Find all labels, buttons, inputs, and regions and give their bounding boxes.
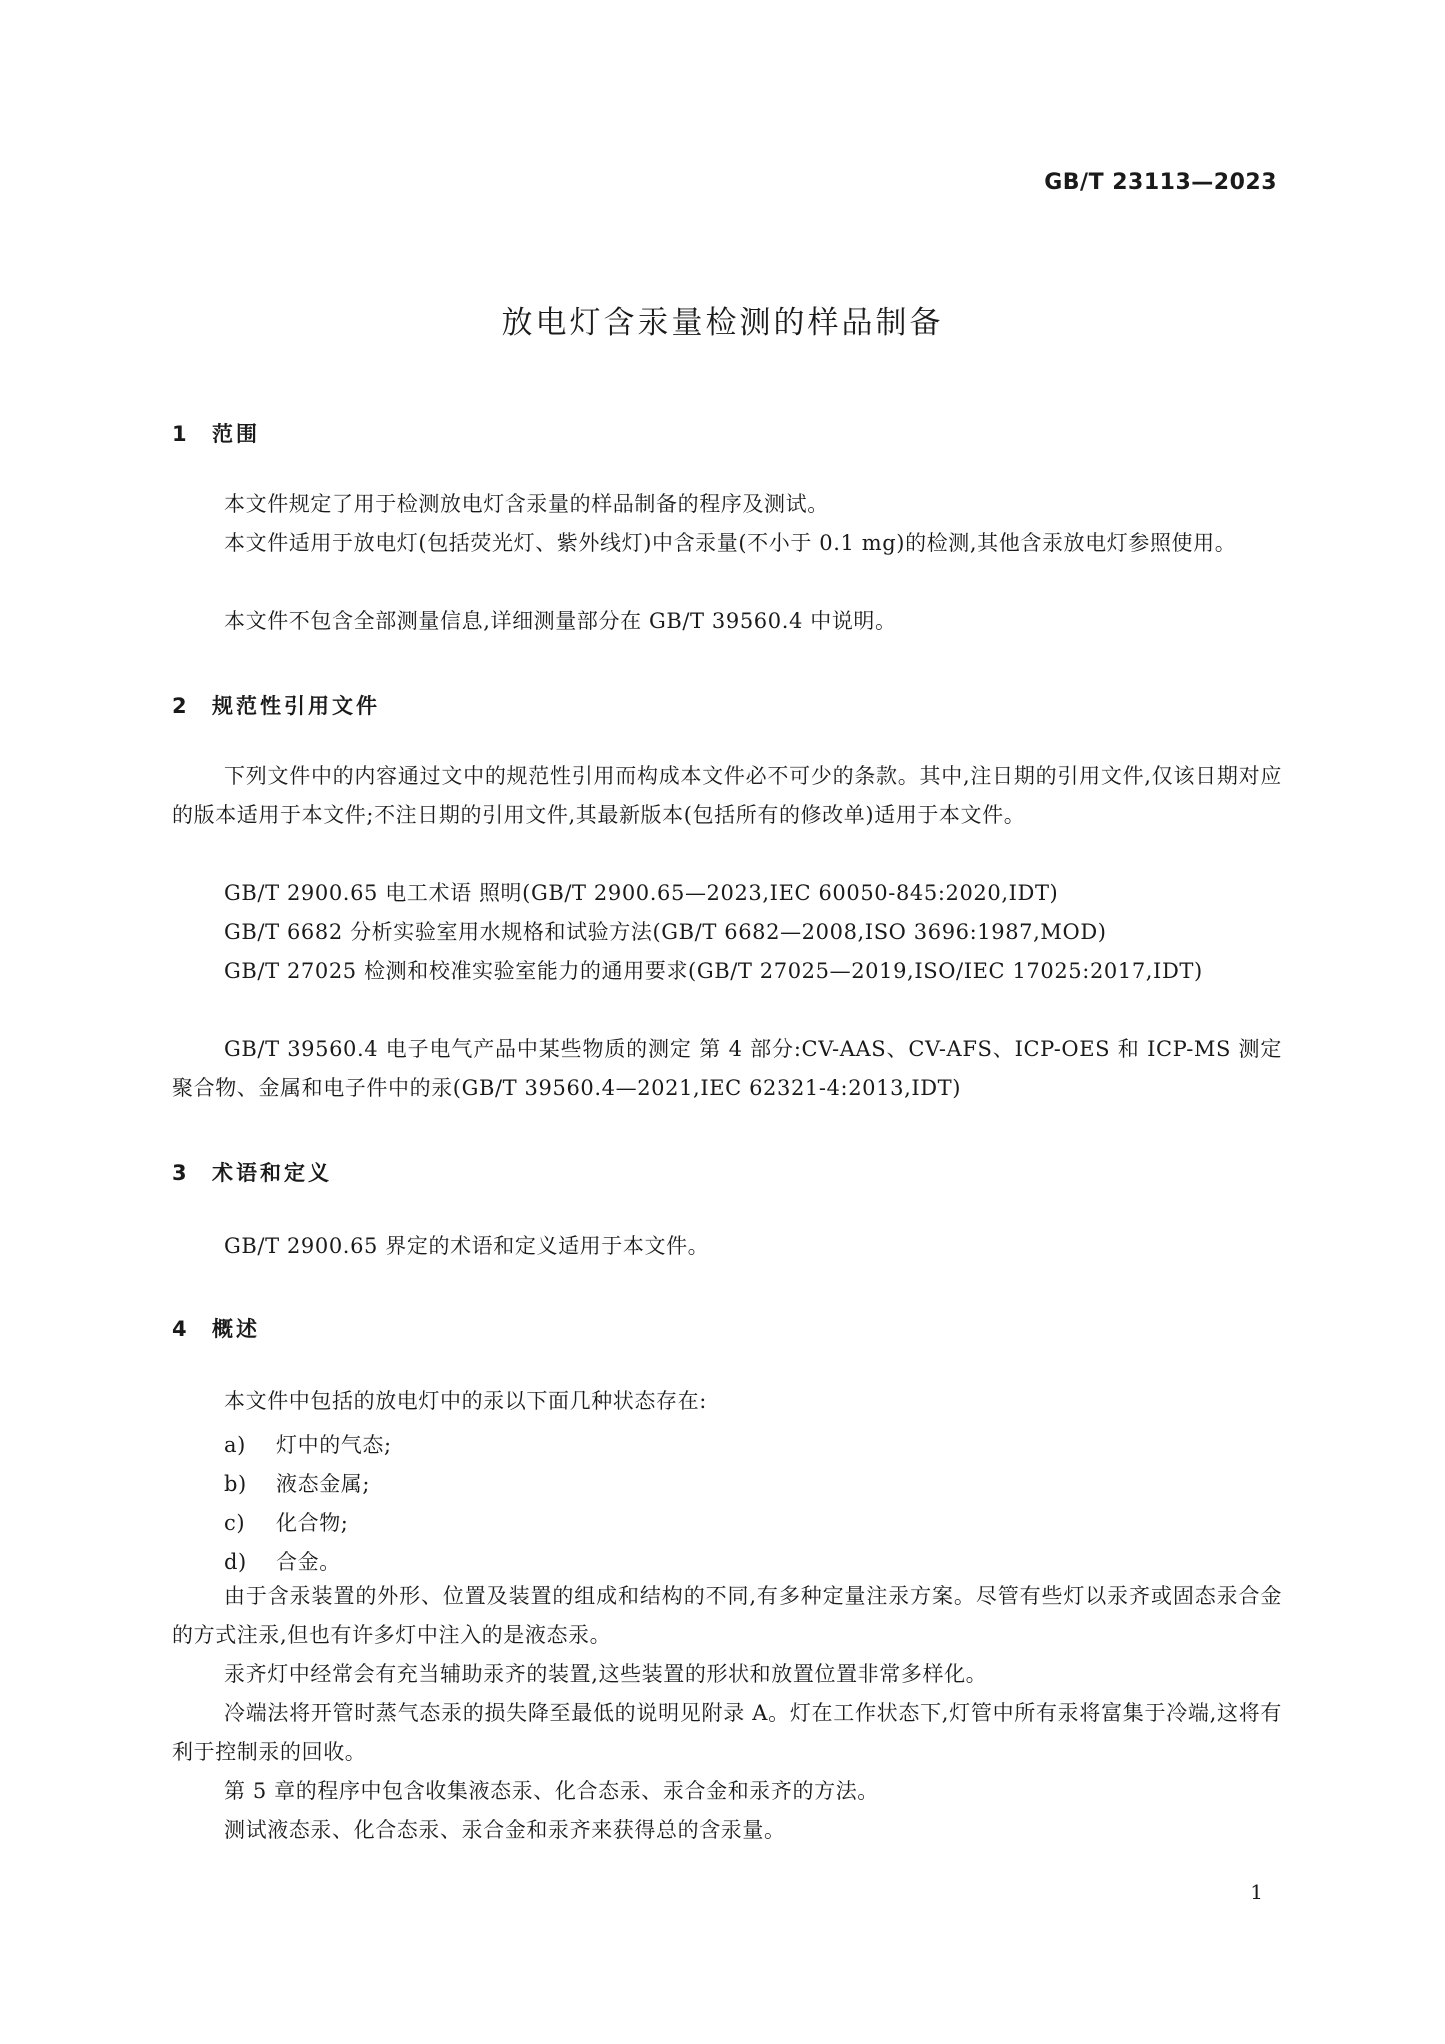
paragraph: 由于含汞装置的外形、位置及装置的组成和结构的不同,有多种定量注汞方案。尽管有些灯以汞齐或固态汞合金的方式注汞,但也有许多灯中注入的是液态汞。 [172,1584,1282,1647]
list-marker: d) [224,1550,247,1574]
paragraph: 本文件规定了用于检测放电灯含汞量的样品制备的程序及测试。 [224,492,829,516]
paragraph: 本文件适用于放电灯(包括荧光灯、紫外线灯)中含汞量(不小于 0.1 mg)的检测,其他含汞放电灯参照使用。 [224,531,1237,555]
section-title: 概述 [212,1317,260,1341]
document-title: 放电灯含汞量检测的样品制备 [501,305,944,341]
paragraph: 汞齐灯中经常会有充当辅助汞齐的装置,这些装置的形状和放置位置非常多样化。 [224,1662,988,1686]
list-item [224,1468,370,1498]
paragraph: 本文件中包括的放电灯中的汞以下面几种状态存在: [224,1389,707,1413]
section-title: 术语和定义 [212,1161,332,1185]
list-text: 合金。 [276,1550,341,1574]
section-number: 1 [172,422,187,446]
section-number: 2 [172,694,187,718]
section-number: 4 [172,1317,187,1341]
section-title: 范围 [212,422,260,446]
section-number: 3 [172,1161,187,1185]
reference-item: GB/T 2900.65 电工术语 照明(GB/T 2900.65—2023,IEC 60050-845:2020,IDT) [224,881,1059,905]
list-marker: b) [224,1472,247,1496]
list-text: 灯中的气态; [276,1433,392,1457]
section-heading-3 [172,1157,332,1187]
reference-item: GB/T 39560.4 电子电气产品中某些物质的测定 第 4 部分:CV-AAS、CV-AFS、ICP-OES 和 ICP-MS 测定聚合物、金属和电子件中的汞(GB/T 39560.4—2021,IEC 62321-4:2013,IDT) [172,1037,1282,1100]
paragraph: GB/T 2900.65 界定的术语和定义适用于本文件。 [224,1234,710,1258]
reference-item: GB/T 6682 分析实验室用水规格和试验方法(GB/T 6682—2008,ISO 3696:1987,MOD) [224,920,1107,944]
page-number: 1 [1250,1880,1263,1904]
section-heading-4 [172,1313,260,1343]
list-text: 化合物; [276,1511,349,1535]
paragraph: 冷端法将开管时蒸气态汞的损失降至最低的说明见附录 A。灯在工作状态下,灯管中所有汞将富集于冷端,这将有利于控制汞的回收。 [172,1701,1282,1764]
list-item [224,1546,341,1576]
reference-item: GB/T 27025 检测和校准实验室能力的通用要求(GB/T 27025—2019,ISO/IEC 17025:2017,IDT) [224,959,1203,983]
list-text: 液态金属; [276,1472,371,1496]
section-heading-2 [172,690,380,720]
list-marker: a) [224,1433,246,1457]
section-title: 规范性引用文件 [212,694,380,718]
list-item [224,1429,392,1459]
list-marker: c) [224,1511,246,1535]
standard-code: GB/T 23113—2023 [1044,170,1277,195]
paragraph: 本文件不包含全部测量信息,详细测量部分在 GB/T 39560.4 中说明。 [224,609,897,633]
paragraph: 测试液态汞、化合态汞、汞合金和汞齐来获得总的含汞量。 [224,1818,786,1842]
list-item [224,1507,348,1537]
paragraph: 下列文件中的内容通过文中的规范性引用而构成本文件必不可少的条款。其中,注日期的引用文件,仅该日期对应的版本适用于本文件;不注日期的引用文件,其最新版本(包括所有的修改单)适用于本文件。 [172,764,1282,827]
paragraph: 第 5 章的程序中包含收集液态汞、化合态汞、汞合金和汞齐的方法。 [224,1779,879,1803]
section-heading-1 [172,418,260,448]
